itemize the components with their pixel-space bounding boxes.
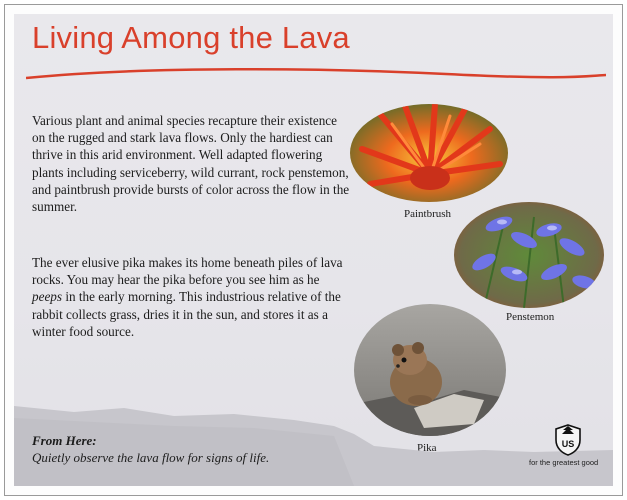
- shield-letters: US: [561, 439, 575, 449]
- peeps-emphasis: peeps: [32, 289, 63, 305]
- paintbrush-photo: [350, 104, 508, 202]
- penstemon-caption: Penstemon: [506, 311, 555, 323]
- sign-title: Living Among the Lava: [32, 20, 350, 55]
- penstemon-photo: [454, 202, 604, 308]
- wave-divider: [26, 66, 606, 84]
- intro-paragraph: Various plant and animal species recapture their existence on the rugged and stark lava flows. Only the hardiest can thrive in this arid environment. Well adapted flowering plants including serviceberry, wild currant, rock penstemon, and paintbrush provide bursts of color across the flow in the summer.: [32, 113, 350, 215]
- forest-service-shield-icon: [554, 424, 582, 456]
- pika-paragraph: [32, 254, 352, 340]
- pika-paragraph-start: The ever elusive pika makes its home beneath piles of lava rocks. You may hear the pika before you see him as he: [32, 255, 343, 288]
- interpretive-sign: [14, 14, 613, 486]
- from-here-heading: From Here:: [32, 433, 97, 448]
- from-here-text: Quietly observe the lava flow for signs of life.: [32, 450, 270, 465]
- paintbrush-caption: Paintbrush: [404, 208, 452, 220]
- pika-caption: Pika: [417, 442, 437, 454]
- logo-tagline: for the greatest good: [529, 458, 599, 467]
- lava-ground-band: [14, 406, 613, 486]
- penstemon-flower-icon: [454, 202, 604, 308]
- paintbrush-flower-icon: [350, 104, 508, 202]
- pika-paragraph-end: in the early morning. This industrious relative of the rabbit collects grass, dries it in the sun, and stores it as a winter food source.: [32, 289, 341, 339]
